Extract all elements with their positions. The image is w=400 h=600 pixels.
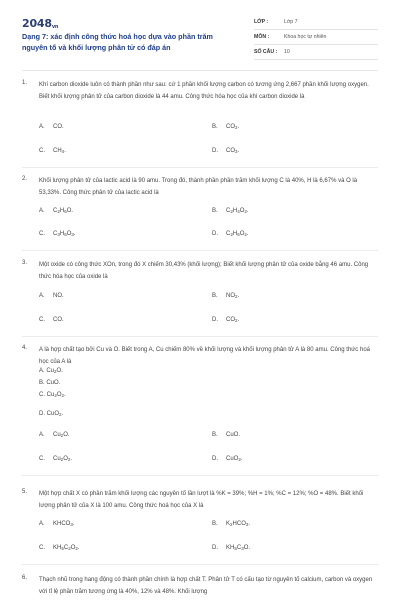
meta-label: SỐ CÂU :	[254, 49, 278, 55]
option-b[interactable]: B. $NO_2$.	[212, 293, 240, 299]
question-divider	[22, 564, 378, 565]
option-a[interactable]: A. $KHCO_3$.	[39, 521, 75, 527]
option-a[interactable]: A. $Cu_2O$.	[39, 432, 70, 438]
question-divider	[22, 250, 378, 251]
question-number: 1.	[22, 80, 28, 86]
question-number: 6.	[22, 575, 28, 581]
meta-row-subject	[254, 30, 378, 45]
question-text: Thạch nhũ trong hang động có thành phần chính là hợp chất T. Phân tử T có cấu tạo từ nguyên tố calcium, carbon và oxygen với tỉ lệ phần trăm tương ứng là 40%, 12% và 48%. Khối lượng	[39, 577, 373, 595]
option-d[interactable]: D. $CO_3$.	[212, 148, 240, 154]
meta-panel	[254, 15, 378, 60]
meta-row-class	[254, 15, 378, 30]
site-logo[interactable]: $2048_{vn}$	[22, 17, 59, 30]
page-header	[0, 0, 400, 64]
inline-choice: D. CuO$_2$.	[39, 411, 64, 417]
question-text: Một hợp chất X có phần trăm khối lượng các nguyên tố lần lượt là %K = 39%; %H = 1%; %C = 12%; %O = 48%. Biết khối lượng phân tử của X là 100 amu. Công thức hoá học của X là	[39, 491, 364, 509]
option-a[interactable]: A. CO.	[39, 124, 64, 130]
inline-choice: A. $Cu_2O$.	[39, 368, 63, 374]
meta-value: Lớp 7	[284, 19, 298, 25]
option-c[interactable]: C. $CH_4$.	[39, 148, 66, 154]
meta-value: Khoa học tự nhiên	[284, 34, 327, 40]
option-a[interactable]: A. $C_2H_6O$.	[39, 208, 74, 214]
option-c[interactable]: C. CO.	[39, 317, 64, 323]
inline-choice: C. $Cu_2O_2$.	[39, 392, 66, 398]
option-a[interactable]: A. NO.	[39, 293, 64, 299]
header-divider	[22, 70, 378, 71]
option-d[interactable]: D. $KH_5C_3O$.	[212, 545, 251, 551]
question-text: A là hợp chất tạo bởi Cu và O. Biết trong A, Cu chiếm 80% về khối lượng và khối lượng phân tử A là 80 amu. Công thức hoá học của A là	[39, 347, 370, 365]
meta-label: MÔN :	[254, 34, 270, 40]
question-divider	[22, 167, 378, 168]
option-b[interactable]: B. $K_2HCO_3$.	[212, 521, 251, 527]
question-number: 3.	[22, 260, 28, 266]
inline-choice: B. CuO.	[39, 380, 61, 386]
option-b[interactable]: B. $C_2H_4O_2$.	[212, 208, 249, 214]
option-b[interactable]: B. $CO_2$.	[212, 124, 240, 130]
question-divider	[22, 336, 378, 337]
meta-row-count	[254, 45, 378, 60]
option-c[interactable]: C. $C_3H_6O_3$.	[39, 231, 76, 237]
option-b[interactable]: B. CuO.	[212, 432, 241, 438]
meta-value: 10	[284, 49, 290, 55]
question-text: Khối lượng phân tử của lactic acid là 90 amu. Trong đó, thành phần phần trăm khối lượng C là 40%, H là 6,67% và O là 53,33%. Công thức phân tử của lactic acid là	[39, 178, 358, 196]
question-number: 2.	[22, 176, 28, 182]
page-title: Dạng 7: xác định công thức hoá học dựa vào phần trăm nguyên tố và khối lượng phân tử có đáp án	[22, 32, 213, 52]
meta-label: LỚP :	[254, 19, 269, 25]
option-d[interactable]: D. $C_2H_6O_2$.	[212, 231, 249, 237]
question-number: 5.	[22, 489, 28, 495]
question-number: 4.	[22, 345, 28, 351]
option-d[interactable]: D. $CO_2$.	[212, 317, 240, 323]
question-divider	[22, 475, 378, 476]
option-c[interactable]: C. $Cu_2O_2$.	[39, 456, 73, 462]
option-d[interactable]: D. CuO$_2$.	[212, 456, 243, 462]
option-c[interactable]: C. $KH_5C_2O_2$.	[39, 545, 80, 551]
question-text: Khí carbon dioxide luôn có thành phần như sau: cứ 1 phần khối lượng carbon có tương ứng 2,667 phần khối lượng oxygen. Biết khối lượng phân tử của carbon dioxide là 44 amu. Công thức hóa học của khí carbon dioxide là	[39, 82, 369, 100]
question-text: Một oxide có công thức XOn, trong đó X chiếm 30,43% (khối lượng); Biết khối lượng phân tử của oxide bằng 46 amu. Công thức hóa học của oxide là	[39, 262, 369, 280]
